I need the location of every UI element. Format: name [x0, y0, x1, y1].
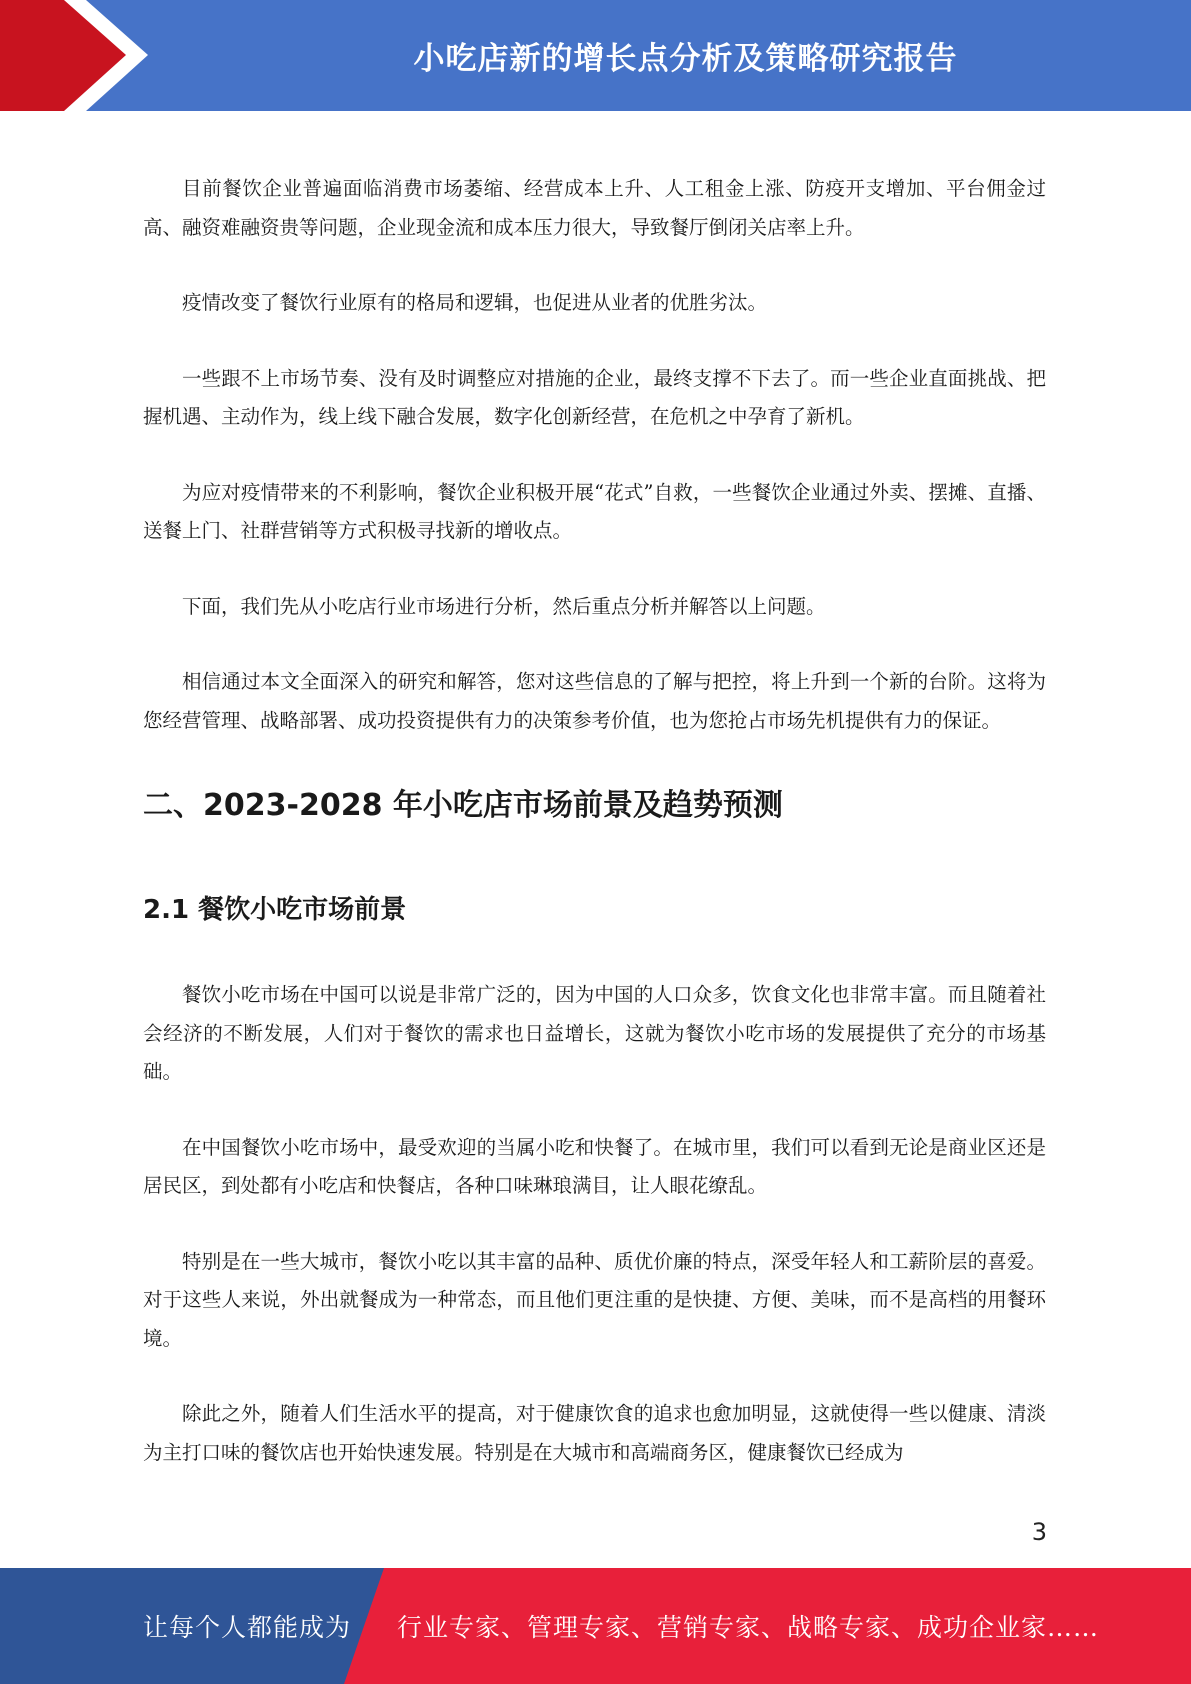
paragraph: 一些跟不上市场节奏、没有及时调整应对措施的企业，最终支撑不下去了。而一些企业直面挑战、把握机遇、主动作为，线上线下融合发展，数字化创新经营，在危机之中孕育了新机。	[143, 366, 1046, 428]
report-title: 小吃店新的增长点分析及策略研究报告	[413, 41, 958, 77]
paragraph: 疫情改变了餐饮行业原有的格局和逻辑，也促进从业者的优胜劣汰。	[182, 291, 768, 314]
footer-slogan-right: 行业专家、管理专家、营销专家、战略专家、成功企业家……	[397, 1613, 1100, 1642]
paragraph: 在中国餐饮小吃市场中，最受欢迎的当属小吃和快餐了。在城市里，我们可以看到无论是商业区还是居民区，到处都有小吃店和快餐店，各种口味琳琅满目，让人眼花缭乱。	[143, 1135, 1046, 1197]
document-body	[143, 170, 1046, 1509]
paragraph: 相信通过本文全面深入的研究和解答，您对这些信息的了解与把控，将上升到一个新的台阶。这将为您经营管理、战略部署、成功投资提供有力的决策参考价值，也为您抢占市场先机提供有力的保证。	[143, 670, 1046, 732]
footer-slogan-left: 让每个人都能成为	[143, 1613, 352, 1642]
paragraph: 下面，我们先从小吃店行业市场进行分析，然后重点分析并解答以上问题。	[182, 594, 826, 618]
header-banner	[0, 0, 1191, 111]
section-heading: 二、2023-2028 年小吃店市场前景及趋势预测	[143, 788, 783, 823]
paragraph: 特别是在一些大城市，餐饮小吃以其丰富的品种、质优价廉的特点，深受年轻人和工薪阶层的喜爱。对于这些人来说，外出就餐成为一种常态，而且他们更注重的是快捷、方便、美味，而不是高档的用餐环境。	[143, 1249, 1046, 1350]
page-number: 3	[1031, 1518, 1047, 1546]
paragraph: 为应对疫情带来的不利影响，餐饮企业积极开展“花式”自救，一些餐饮企业通过外卖、摆摊、直播、送餐上门、社群营销等方式积极寻找新的增收点。	[143, 480, 1046, 542]
footer-banner	[0, 1568, 1191, 1684]
paragraph: 除此之外，随着人们生活水平的提高，对于健康饮食的追求也愈加明显，这就使得一些以健康、清淡为主打口味的餐饮店也开始快速发展。特别是在大城市和高端商务区，健康餐饮已经成为	[143, 1402, 1046, 1464]
subsection-heading: 2.1 餐饮小吃市场前景	[143, 895, 407, 925]
paragraph: 餐饮小吃市场在中国可以说是非常广泛的，因为中国的人口众多，饮食文化也非常丰富。而且随着社会经济的不断发展，人们对于餐饮的需求也日益增长，这就为餐饮小吃市场的发展提供了充分的市场基础。	[143, 983, 1046, 1083]
paragraph: 目前餐饮企业普遍面临消费市场萎缩、经营成本上升、人工租金上涨、防疫开支增加、平台佣金过高、融资难融资贵等问题，企业现金流和成本压力很大，导致餐厅倒闭关店率上升。	[143, 177, 1046, 239]
